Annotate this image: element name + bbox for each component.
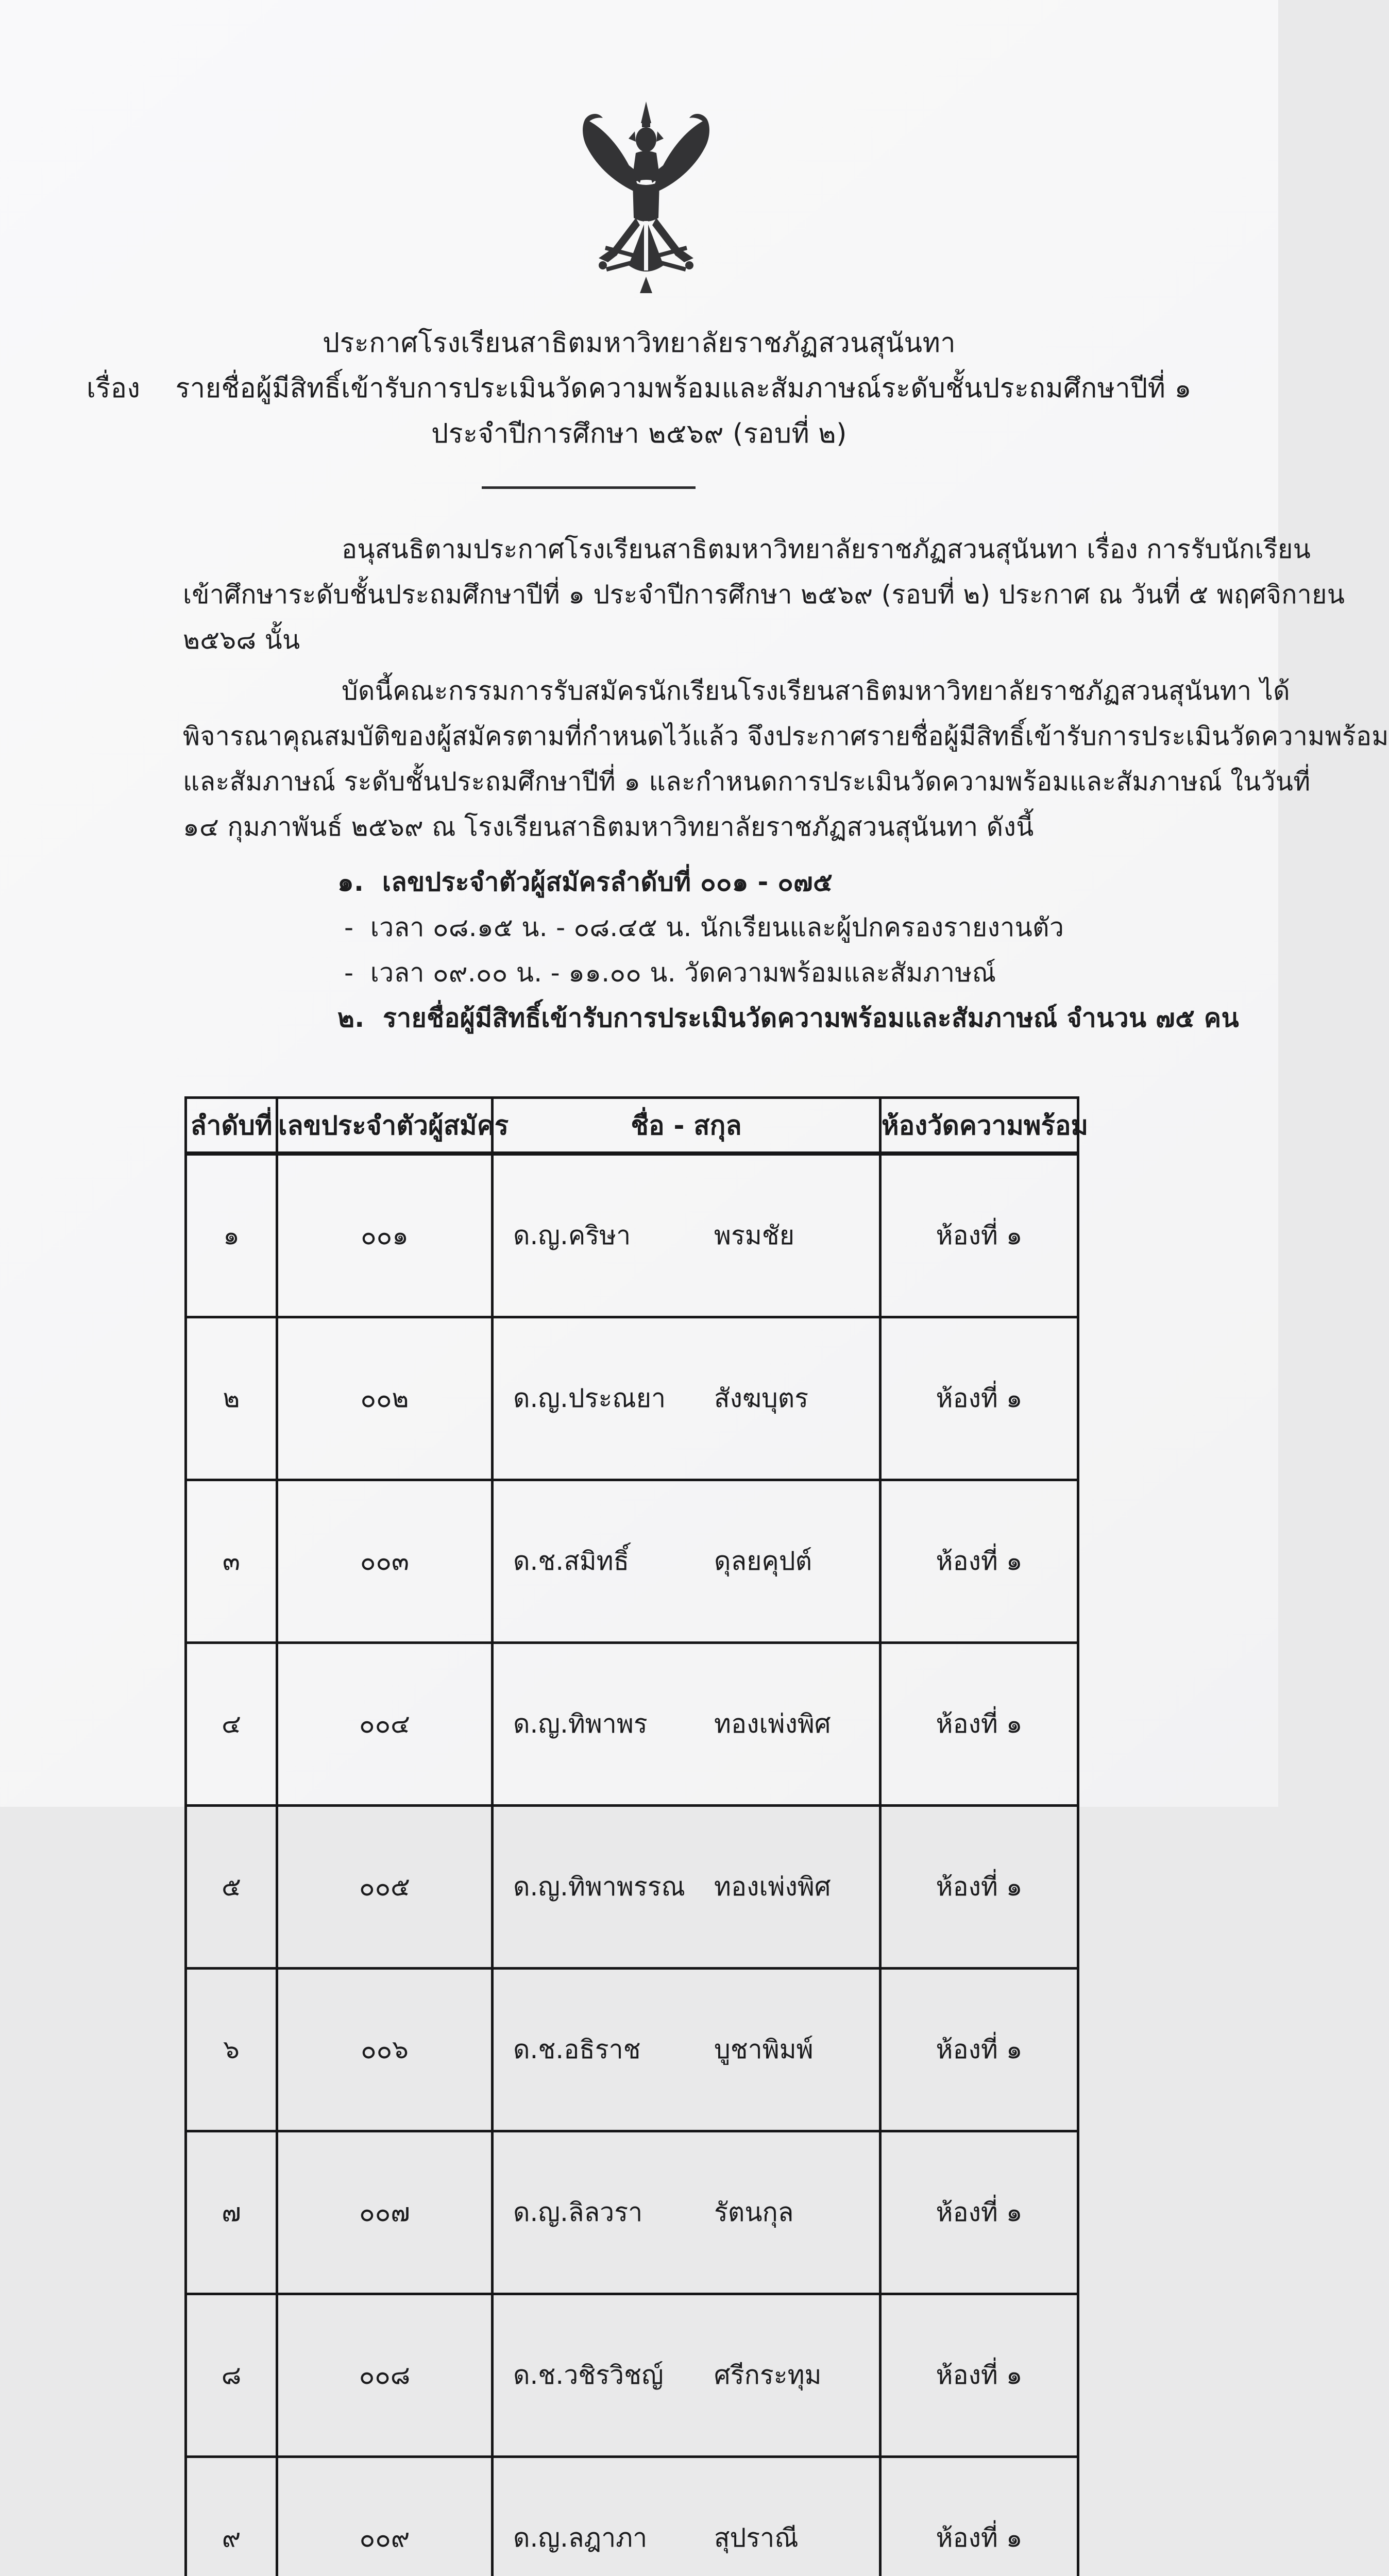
room-cell: ห้องที่ ๑: [880, 2294, 1078, 2457]
room-cell: ห้องที่ ๑: [880, 1969, 1078, 2131]
paragraph-line: อนุสนธิตามประกาศโรงเรียนสาธิตมหาวิทยาลัยราชภัฏสวนสุนันทา เรื่อง การรับนักเรียน: [183, 527, 1218, 572]
given-name: ด.ช.วชิรวิชญ์: [513, 2355, 714, 2396]
room-cell: ห้องที่ ๑: [880, 1806, 1078, 1969]
row-number-cell: ๖: [186, 1969, 277, 2131]
table-row: [186, 2131, 1078, 2294]
table-row: [186, 1806, 1078, 1969]
name-cell: [493, 1643, 880, 1806]
document-title: [0, 319, 1278, 455]
table-header-name: ชื่อ - สกุล: [493, 1098, 880, 1154]
given-name: ด.ญ.ประณยา: [513, 1378, 714, 1419]
applicant-id-cell: ๐๐๑: [277, 1154, 493, 1317]
table-row: [186, 1969, 1078, 2131]
given-name: ด.ญ.ทิพาพร: [513, 1704, 714, 1744]
surname: ศรีกระทุม: [714, 2355, 822, 2396]
given-name: ด.ญ.ทิพาพรรณ: [513, 1867, 714, 1907]
paragraph-line: บัดนี้คณะกรรมการรับสมัครนักเรียนโรงเรียนสาธิตมหาวิทยาลัยราชภัฏสวนสุนันทา ได้: [183, 668, 1218, 714]
paragraph-line: เข้าศึกษาระดับชั้นประถมศึกษาปีที่ ๑ ประจำปีการศึกษา ๒๕๖๙ (รอบที่ ๒) ประกาศ ณ วันที่ ๕ พฤศจิกายน: [183, 572, 1218, 617]
list-subitem-report-time: - เวลา ๐๘.๑๕ น. - ๐๘.๔๕ น. นักเรียนและผู้ปกครองรายงานตัว: [344, 905, 1064, 950]
title-line-2: เรื่อง รายชื่อผู้มีสิทธิ์เข้ารับการประเมินวัดความพร้อมและสัมภาษณ์ระดับชั้นประถมศึกษาปีที่ ๑: [0, 365, 1278, 410]
applicant-id-cell: ๐๐๘: [277, 2294, 493, 2457]
surname: ทองเพ่งพิศ: [714, 1704, 831, 1744]
surname: สุปราณี: [714, 2518, 799, 2558]
table-header-order: ลำดับที่: [186, 1098, 277, 1154]
given-name: ด.ญ.ลิลวรา: [513, 2192, 714, 2233]
row-number-cell: ๓: [186, 1480, 277, 1643]
name-cell: [493, 2457, 880, 2576]
applicants-table: [184, 1096, 1079, 2576]
name-cell: [493, 1480, 880, 1643]
row-number-cell: ๙: [186, 2457, 277, 2576]
table-header-row: [186, 1098, 1078, 1154]
title-line-3: ประจำปีการศึกษา ๒๕๖๙ (รอบที่ ๒): [0, 410, 1278, 455]
room-cell: ห้องที่ ๑: [880, 2131, 1078, 2294]
surname: บูชาพิมพ์: [714, 2029, 814, 2070]
room-cell: ห้องที่ ๑: [880, 1317, 1078, 1480]
table-row: [186, 1480, 1078, 1643]
table-row: [186, 1317, 1078, 1480]
surname: พรมชัย: [714, 1215, 794, 1256]
surname: ดุลยคุปต์: [714, 1541, 812, 1582]
applicant-id-cell: ๐๐๗: [277, 2131, 493, 2294]
surname: สังฆบุตร: [714, 1378, 808, 1419]
room-cell: ห้องที่ ๑: [880, 1154, 1078, 1317]
table-row: [186, 1643, 1078, 1806]
paragraph-1: [183, 527, 1218, 663]
given-name: ด.ช.อธิราช: [513, 2029, 714, 2070]
name-cell: [493, 2131, 880, 2294]
name-cell: [493, 2294, 880, 2457]
surname: รัตนกุล: [714, 2192, 793, 2233]
applicant-id-cell: ๐๐๕: [277, 1806, 493, 1969]
surname: ทองเพ่งพิศ: [714, 1867, 831, 1907]
paragraph-line: และสัมภาษณ์ ระดับชั้นประถมศึกษาปีที่ ๑ และกำหนดการประเมินวัดความพร้อมและสัมภาษณ์ ในวันที่: [183, 759, 1218, 804]
name-cell: [493, 1154, 880, 1317]
row-number-cell: ๑: [186, 1154, 277, 1317]
applicant-id-cell: ๐๐๒: [277, 1317, 493, 1480]
given-name: ด.ช.สมิทธิ์: [513, 1541, 714, 1582]
name-cell: [493, 1317, 880, 1480]
table-row: [186, 2294, 1078, 2457]
row-number-cell: ๕: [186, 1806, 277, 1969]
row-number-cell: ๔: [186, 1643, 277, 1806]
paragraph-line: ๑๔ กุมภาพันธ์ ๒๕๖๙ ณ โรงเรียนสาธิตมหาวิทยาลัยราชภัฏสวนสุนันทา ดังนี้: [183, 804, 1218, 850]
row-number-cell: ๘: [186, 2294, 277, 2457]
row-number-cell: ๒: [186, 1317, 277, 1480]
room-cell: ห้องที่ ๑: [880, 2457, 1078, 2576]
room-cell: ห้องที่ ๑: [880, 1643, 1078, 1806]
row-number-cell: ๗: [186, 2131, 277, 2294]
garuda-emblem-icon: [558, 95, 734, 301]
table-row: [186, 1154, 1078, 1317]
applicant-id-cell: ๐๐๙: [277, 2457, 493, 2576]
list-item-2: ๒. รายชื่อผู้มีสิทธิ์เข้ารับการประเมินวัดความพร้อมและสัมภาษณ์ จำนวน ๗๕ คน: [337, 995, 1239, 1041]
paragraph-2: [183, 668, 1218, 850]
name-cell: [493, 1969, 880, 2131]
given-name: ด.ญ.คริษา: [513, 1215, 714, 1256]
given-name: ด.ญ.ลฎาภา: [513, 2518, 714, 2558]
table-row: [186, 2457, 1078, 2576]
list-subitem-assessment-time: - เวลา ๐๙.๐๐ น. - ๑๑.๐๐ น. วัดความพร้อมและสัมภาษณ์: [344, 950, 996, 995]
table-header-room: ห้องวัดความพร้อม: [880, 1098, 1078, 1154]
applicant-id-cell: ๐๐๓: [277, 1480, 493, 1643]
title-line-1: ประกาศโรงเรียนสาธิตมหาวิทยาลัยราชภัฏสวนสุนันทา: [0, 319, 1278, 365]
applicant-id-cell: ๐๐๖: [277, 1969, 493, 2131]
paragraph-line: ๒๕๖๘ นั้น: [183, 617, 1218, 663]
title-divider: [482, 486, 696, 489]
room-cell: ห้องที่ ๑: [880, 1480, 1078, 1643]
paragraph-line: พิจารณาคุณสมบัติของผู้สมัครตามที่กำหนดไว้แล้ว จึงประกาศรายชื่อผู้มีสิทธิ์เข้ารับการประเมินวัดความพร้อม: [183, 714, 1218, 759]
applicant-id-cell: ๐๐๔: [277, 1643, 493, 1806]
name-cell: [493, 1806, 880, 1969]
list-item-1: ๑. เลขประจำตัวผู้สมัครลำดับที่ ๐๐๑ - ๐๗๕: [337, 859, 833, 905]
table-header-applicant-id: เลขประจำตัวผู้สมัคร: [277, 1098, 493, 1154]
